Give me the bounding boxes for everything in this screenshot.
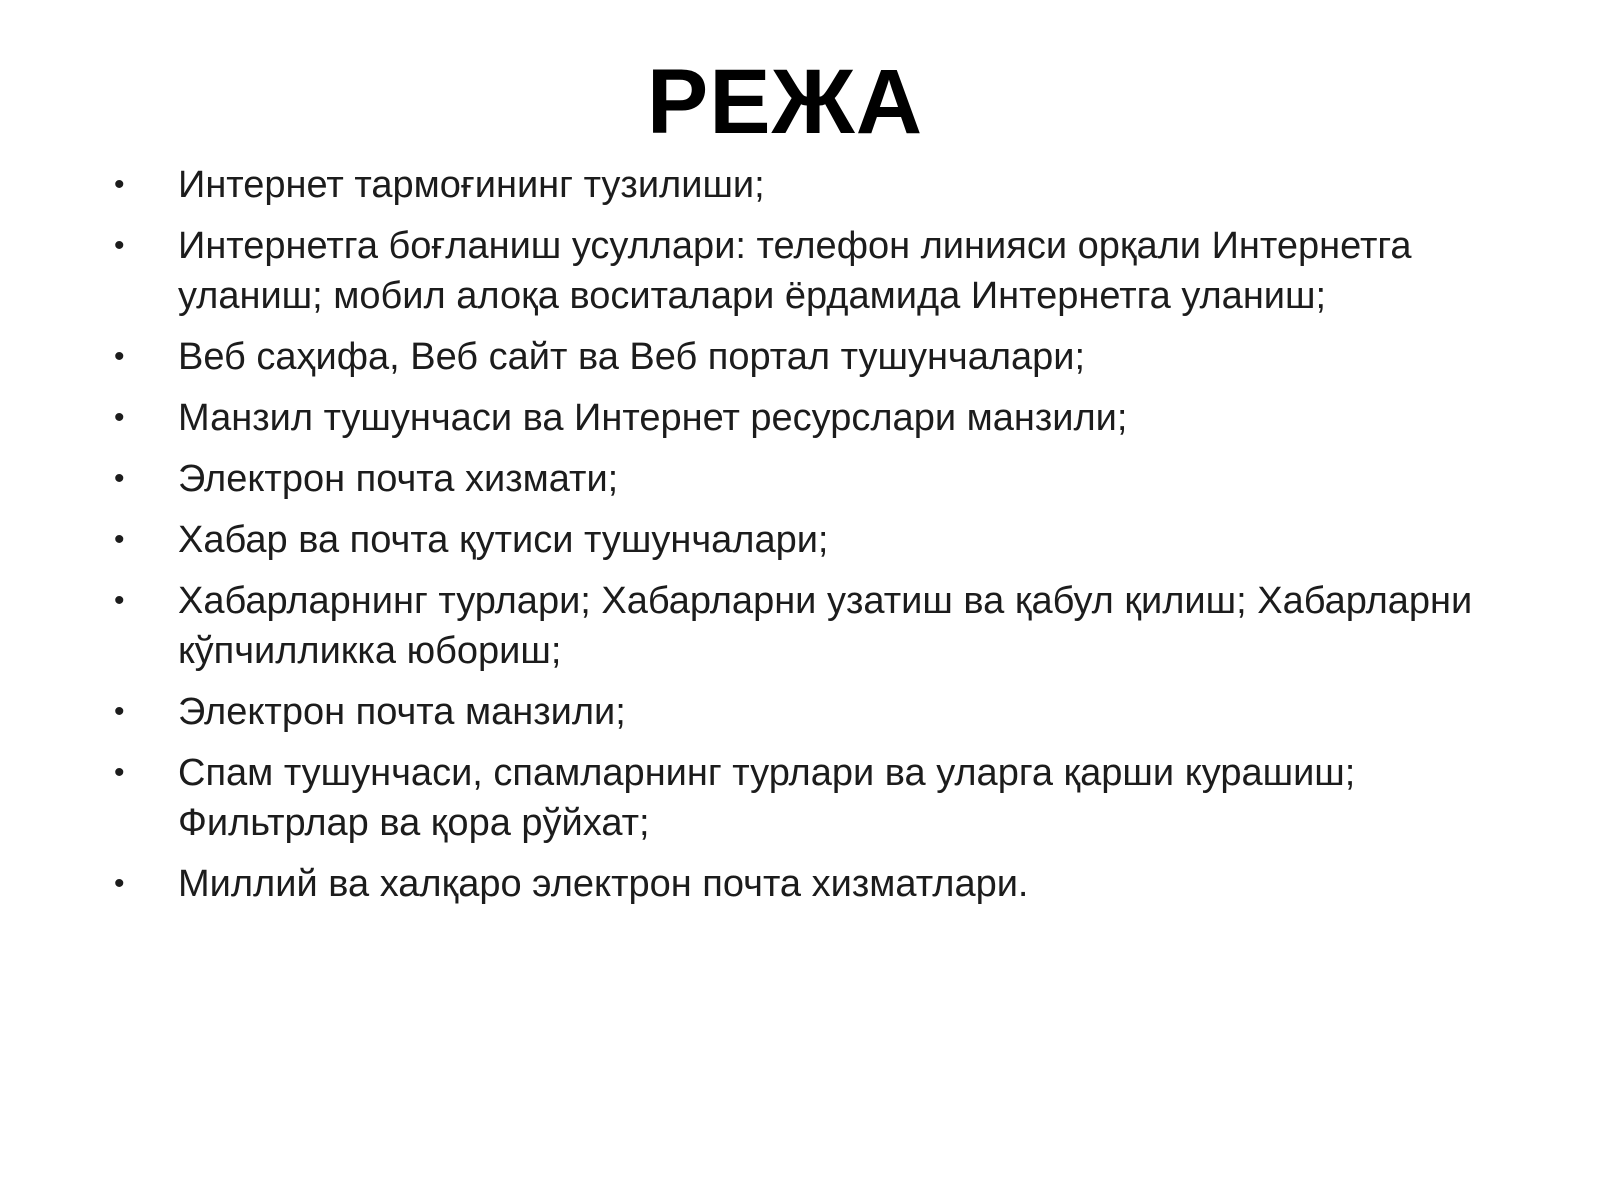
list-item-text: Веб саҳифа, Веб сайт ва Веб портал тушунчалари; <box>178 336 1086 378</box>
bullet-icon: • <box>114 695 125 728</box>
list-item-text: Электрон почта манзили; <box>178 691 626 733</box>
bullet-icon: • <box>114 867 125 900</box>
list-item <box>108 859 1548 909</box>
list-item <box>108 515 1548 565</box>
bullet-icon: • <box>114 340 125 373</box>
list-item <box>108 454 1548 504</box>
list-item <box>108 748 1548 848</box>
list-item <box>108 576 1548 676</box>
list-item-text: Спам тушунчаси, спамларнинг турлари ва уларга қарши курашиш; Фильтрлар ва қора рўйхат; <box>178 752 1356 844</box>
list-item-text: Манзил тушунчаси ва Интернет ресурслари манзили; <box>178 397 1128 439</box>
list-item-text: Интернетга боғланиш усуллари: телефон линияси орқали Интернетга уланиш; мобил алоқа воситалари ёрдамида Интернетга уланиш; <box>178 225 1412 317</box>
list-item <box>108 160 1548 210</box>
bullet-icon: • <box>114 229 125 262</box>
list-item <box>108 393 1548 443</box>
bullet-icon: • <box>114 168 125 201</box>
bullet-icon: • <box>114 523 125 556</box>
bullet-icon: • <box>114 584 125 617</box>
slide-title: РЕЖА <box>646 51 924 153</box>
list-item-text: Хабарларнинг турлари; Хабарларни узатиш ва қабул қилиш; Хабарларни кўпчилликка юбориш; <box>178 580 1473 672</box>
list-item-text: Электрон почта хизмати; <box>178 458 619 500</box>
plan-list <box>108 160 1548 920</box>
list-item <box>108 687 1548 737</box>
list-item <box>108 221 1548 321</box>
bullet-icon: • <box>114 401 125 434</box>
list-item-text: Миллий ва халқаро электрон почта хизматлари. <box>178 863 1029 905</box>
list-item-text: Хабар ва почта қутиси тушунчалари; <box>178 519 829 561</box>
bullet-icon: • <box>114 462 125 495</box>
list-item <box>108 332 1548 382</box>
list-item-text: Интернет тармоғининг тузилиши; <box>178 164 765 206</box>
bullet-icon: • <box>114 756 125 789</box>
